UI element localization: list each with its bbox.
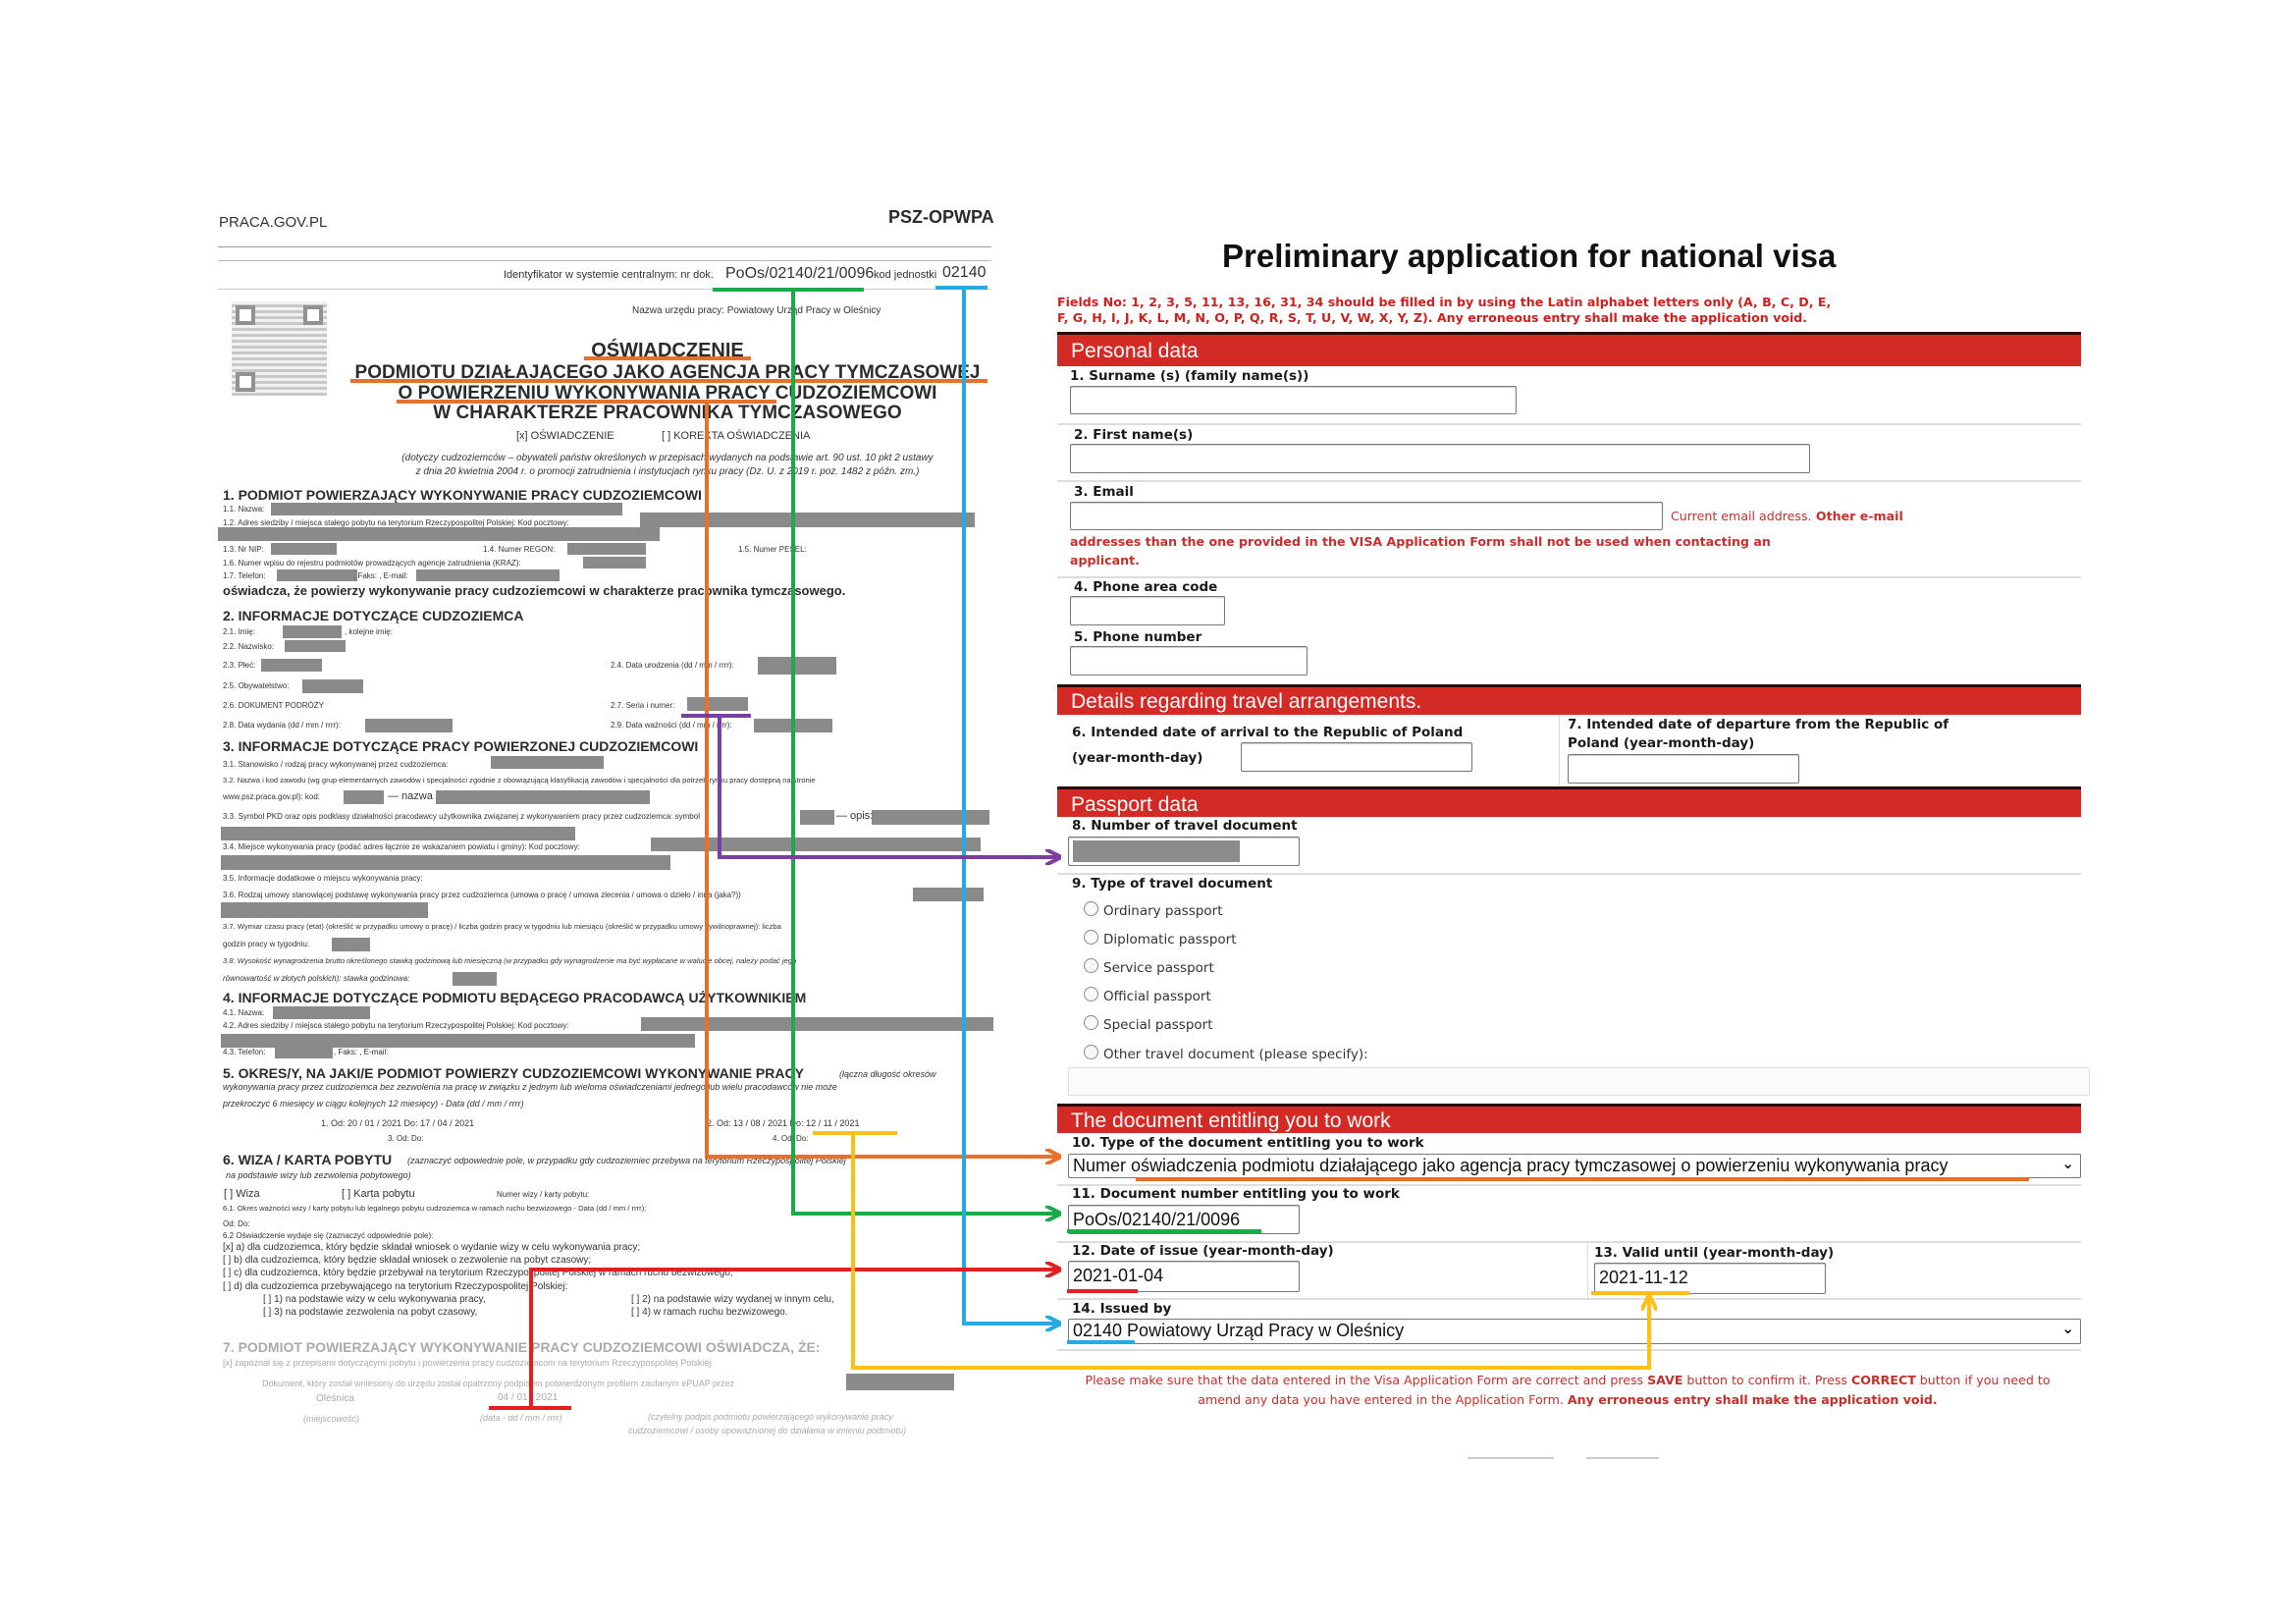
redaction-box	[277, 569, 357, 581]
footer-text: Please make sure that the data entered in the Visa Application Form are correct and press	[1085, 1373, 1648, 1387]
document-line: 1.7. Telefon:	[223, 571, 266, 581]
document-line: 2.5. Obywatelstwo:	[223, 681, 290, 691]
first-name-label: 2. First name(s)	[1074, 427, 1194, 443]
issued-by-value: 02140 Powiatowy Urząd Pracy w Oleśnicy	[1073, 1321, 1405, 1340]
declaration-title: O POWIERZENIU WYKONYWANIA PRACY CUDZOZIEMCOWI	[398, 382, 937, 404]
arrow-issued-by	[964, 288, 1058, 1324]
radio-label: Ordinary passport	[1103, 903, 1223, 919]
redaction-box	[754, 719, 832, 732]
document-line: 6.1. Okres ważności wizy / karty pobytu lub legalnego pobytu cudzoziemca w ramach ruchu bezwizowego - Data (dd / mm / rrrr):	[223, 1204, 647, 1214]
document-line: równowartość w złotych polskich): stawka godzinowa:	[223, 974, 410, 984]
radio-special-passport[interactable]	[1084, 1015, 1098, 1030]
document-line: [ ] 1) na podstawie wizy w celu wykonywania pracy,	[263, 1294, 486, 1305]
document-line: 4. Od: Do:	[773, 1134, 809, 1144]
other-travel-doc-input[interactable]	[1068, 1067, 2090, 1096]
radio-label: Other travel document (please specify):	[1103, 1047, 1368, 1062]
document-line: 1.4. Numer REGON:	[483, 545, 556, 555]
phone-number-label: 5. Phone number	[1074, 629, 1202, 645]
latin-note-line: Fields No: 1, 2, 3, 5, 11, 13, 16, 31, 34 should be filled in by using the Latin alphabet letters only (A, B, C, D, E,	[1057, 295, 1832, 309]
redaction-box	[365, 719, 453, 732]
redaction-box	[416, 569, 560, 581]
document-line: — opis:	[836, 810, 874, 823]
document-line: (łączna długość okresów	[839, 1068, 936, 1079]
redaction-box	[641, 1017, 993, 1031]
document-line: cudzoziemcowi / osoby upoważnionej do działania w imieniu podmiotu)	[628, 1425, 907, 1435]
email-note-text: Current email address.	[1671, 509, 1812, 523]
departure-label: 7. Intended date of departure from the Republic of	[1568, 717, 1949, 732]
redaction-box	[913, 888, 984, 901]
document-line: [ ] 4) w ramach ruchu bezwizowego.	[631, 1307, 788, 1318]
redaction-box	[218, 527, 660, 541]
redaction-box	[221, 855, 670, 870]
declaration-title: PODMIOTU DZIAŁAJĄCEGO JAKO AGENCJA PRACY TYMCZASOWEJ	[354, 361, 981, 383]
phone-number-input[interactable]	[1070, 646, 1308, 676]
unit-code: 02140	[942, 264, 987, 282]
travel-doc-number-label: 8. Number of travel document	[1072, 818, 1298, 834]
unit-label: kod jednostki	[874, 269, 937, 282]
document-line: [x] a) dla cudzoziemca, który będzie składał wniosek o wydanie wizy w celu wykonywania pracy;	[223, 1242, 641, 1253]
page-title: Preliminary application for national visa	[1222, 238, 1837, 274]
correct-button[interactable]	[1586, 1455, 1659, 1459]
redaction-box	[567, 543, 646, 555]
document-line: , kolejne imię:	[345, 627, 393, 637]
work-doc-number-input[interactable]: PoOs/02140/21/0096	[1068, 1205, 1300, 1234]
document-line: 1.3. Nr NIP:	[223, 545, 264, 555]
departure-date-input[interactable]	[1568, 754, 1799, 784]
work-doc-type-select[interactable]	[1068, 1154, 2081, 1178]
document-line: [ ] c) dla cudzoziemca, który będzie przebywał na terytorium Rzeczypospolitej Polskiej w ramach ruchu bezwizowego;	[223, 1268, 733, 1278]
redaction-box	[221, 827, 575, 840]
surname-input[interactable]	[1070, 386, 1517, 414]
footer-bold: Any erroneous entry shall	[1567, 1391, 1748, 1407]
document-line: 6. WIZA / KARTA POBYTU	[223, 1151, 393, 1167]
qr-code	[232, 301, 327, 396]
section-work-document: The document entitling you to work	[1057, 1104, 2081, 1133]
redaction-box	[344, 790, 384, 804]
document-line: 2.6. DOKUMENT PODRÓŻY	[223, 701, 324, 711]
phone-area-input[interactable]	[1070, 596, 1225, 625]
document-line: — nazwa	[388, 790, 433, 803]
document-line: 2.2. Nazwisko:	[223, 642, 275, 652]
email-note	[1671, 509, 1903, 523]
document-line: 4.2. Adres siedziby / miejsca stałego pobytu na terytorium Rzeczypospolitej Polskiej: Kod pocztowy:	[223, 1021, 569, 1031]
confirmation-note	[1062, 1371, 2073, 1409]
document-line: 4. INFORMACJE DOTYCZĄCE PODMIOTU BĘDĄCEGO PRACODAWCĄ UŻYTKOWNIKIEM	[223, 989, 807, 1005]
document-line: 3.1. Stanowisko / rodzaj pracy wykonywanej przez cudzoziemca:	[223, 760, 449, 770]
document-number: PoOs/02140/21/0096	[725, 265, 875, 283]
redaction-box	[846, 1374, 954, 1390]
document-line: 1.6. Numer wpisu do rejestru podmiotów prowadzących agencje zatrudnienia (KRAZ):	[223, 559, 521, 568]
declaration-title: OŚWIADCZENIE	[591, 340, 744, 361]
document-line: [ ] d) dla cudzoziemca przebywającego na terytorium Rzeczypospolitej Polskiej:	[223, 1281, 568, 1292]
radio-label: Diplomatic passport	[1103, 932, 1237, 947]
surname-label: 1. Surname (s) (family name(s))	[1070, 368, 1309, 384]
document-line: 2.9. Data ważności (dd / mm / rrrr):	[611, 721, 732, 730]
work-doc-number-label: 11. Document number entitling you to work	[1072, 1186, 1400, 1202]
document-line: 1.2. Adres siedziby / miejsca stałego pobytu na terytorium Rzeczypospolitej Polskiej: Kod pocztowy:	[223, 518, 569, 528]
redaction-box	[302, 679, 363, 693]
redaction-box	[261, 659, 322, 672]
radio-other-travel-document-please-specify[interactable]	[1084, 1045, 1098, 1059]
redaction-box	[651, 838, 981, 851]
header-rule	[218, 246, 991, 247]
document-line: 1.1. Nazwa:	[223, 505, 265, 514]
document-line: Dokument, który został wniesiony do urzędu został opatrzony podpisem potwierdzonym profilem zaufanym ePUAP przez	[262, 1378, 735, 1388]
issue-date-input[interactable]: 2021-01-04	[1068, 1261, 1300, 1292]
footer-bold: make the application void.	[1751, 1391, 1938, 1407]
phone-area-label: 4. Phone area code	[1074, 579, 1218, 595]
document-line: www.psz.praca.gov.pl): kod:	[223, 792, 321, 802]
document-line: [ ] b) dla cudzoziemca, który będzie składał wniosek o zezwolenie na pobyt czasowy;	[223, 1255, 592, 1266]
legal-note: (dotyczy cudzoziemców – obywateli państw określonych w przepisach wydanych na podstawie art. 90 ust. 10 pkt 2 ustawy	[401, 453, 934, 463]
arrival-label: 6. Intended date of arrival to the Republic of Poland	[1072, 725, 1464, 740]
document-line: (czytelny podpis podmiotu powierzającego wykonywanie pracy	[648, 1411, 893, 1422]
document-line: 4.1. Nazwa:	[223, 1008, 265, 1018]
document-line: (miejscowość)	[303, 1413, 360, 1424]
document-line: 2. Od: 13 / 08 / 2021 Do: 12 / 11 / 2021	[707, 1117, 860, 1128]
document-line: Numer wizy / karty pobytu:	[497, 1190, 590, 1200]
first-name-input[interactable]	[1070, 444, 1810, 473]
document-line: , Faks: , E-mail:	[353, 571, 408, 581]
document-line: przekroczyć 6 miesięcy w ciągu kolejnych 12 miesięcy) - Data (dd / mm / rrrr)	[223, 1098, 524, 1109]
redaction-box	[800, 810, 834, 825]
issued-by-label: 14. Issued by	[1072, 1301, 1172, 1317]
radio-official-passport[interactable]	[1084, 987, 1098, 1001]
redaction-box	[271, 543, 337, 555]
travel-doc-type-label: 9. Type of travel document	[1072, 876, 1273, 892]
footer-text: button to confirm it. Press	[1682, 1373, 1847, 1387]
section-personal-data: Personal data	[1057, 332, 2081, 366]
document-line: (data - dd / mm / rrrr)	[480, 1412, 562, 1423]
document-line: [ ] Wiza	[224, 1188, 260, 1201]
document-line: wykonywania pracy przez cudzoziemca bez zezwolenia na pracę w związku z jednym lub wieloma oświadczeniami jednego lub wielu pracodawców nie może	[223, 1081, 837, 1092]
document-line: 3.6. Rodzaj umowy stanowiącej podstawę wykonywania pracy przez cudzoziemca (umowa o pracę / umowa zlecenia / umowa o dzieło / inna (jaka?))	[223, 891, 741, 900]
declaration-checkbox: [x] OŚWIADCZENIE	[516, 430, 614, 443]
document-line: godzin pracy w tygodniu:	[223, 940, 310, 949]
declaration-title: W CHARAKTERZE PRACOWNIKA TYMCZASOWEGO	[433, 402, 902, 423]
document-line: [ ] 3) na podstawie zezwolenia na pobyt czasowy,	[263, 1307, 478, 1318]
issue-date-label: 12. Date of issue (year-month-day)	[1072, 1243, 1334, 1259]
redaction-box	[872, 810, 989, 825]
document-line: [ ] 2) na podstawie wizy wydanej w innym celu,	[631, 1294, 834, 1305]
redaction-box	[436, 790, 650, 804]
document-line: 1. Od: 20 / 01 / 2021 Do: 17 / 04 / 2021	[321, 1117, 475, 1128]
redaction-box	[283, 625, 342, 638]
document-line: , Faks: , E-mail:	[334, 1048, 389, 1057]
header-site: PRACA.GOV.PL	[219, 214, 328, 231]
document-line: 1. PODMIOT POWIERZAJĄCY WYKONYWANIE PRACY CUDZOZIEMCOWI	[223, 486, 702, 503]
radio-label: Official passport	[1103, 989, 1211, 1004]
document-line: 3.5. Informacje dodatkowe o miejscu wykonywania pracy:	[223, 874, 423, 884]
document-line: 04 / 01 / 2021	[498, 1392, 559, 1403]
document-line: 6.2 Oświadczenie wydaje się (zaznaczyć odpowiednie pole):	[223, 1231, 434, 1241]
document-line: 3.8. Wysokość wynagrodzenia brutto określonego stawką godzinową lub miesięczną (w przypadku gdy wynagrodzenie ma być wypłacane w walucie obcej, należy podać jego	[223, 956, 797, 966]
redaction-box	[453, 972, 497, 986]
email-input[interactable]	[1070, 502, 1663, 530]
document-line: 1.5. Numer PESEL:	[738, 545, 807, 555]
legal-note: z dnia 20 kwietnia 2004 r. o promocji zatrudnienia i instytucjach rynku pracy (Dz. U. z 2019 r. poz. 1482 z późn. zm.)	[415, 466, 920, 477]
latin-letters-note	[1057, 295, 2068, 326]
arrival-label-format: (year-month-day)	[1072, 750, 1203, 766]
document-line: oświadcza, że powierzy wykonywanie pracy cudzoziemcowi w charakterze pracownika tymczasowego.	[223, 583, 846, 599]
document-line: 5. OKRES/Y, NA JAKI/E PODMIOT POWIERZY CUDZOZIEMCOWI WYKONYWANIE PRACY	[223, 1064, 804, 1081]
email-note-line3: applicant.	[1070, 553, 1140, 568]
document-line: [ ] Karta pobytu	[342, 1188, 415, 1201]
document-line: (zaznaczyć odpowiednie pole, w przypadku gdy cudzoziemiec przebywa na terytorium Rzeczypospolitej Polskiej	[407, 1155, 846, 1165]
section-travel-arrangements: Details regarding travel arrangements.	[1057, 684, 2081, 715]
redaction-box	[221, 1034, 695, 1048]
document-line: 3.7. Wymiar czasu pracy (etat) (określić w przypadku umowy o pracę) / liczba godzin pracy w tygodniu lub miesiącu (określić w przypadku umowy cywilnoprawnej): liczba	[223, 922, 781, 932]
document-line: 2. INFORMACJE DOTYCZĄCE CUDZOZIEMCA	[223, 607, 524, 623]
email-label: 3. Email	[1074, 484, 1134, 500]
document-line: 3.2. Nazwa i kod zawodu (wg grup elementarnych zawodów i specjalności zgodnie z obowiązującą klasyfikacją zawodów i specjalności dla potrzeb rynku pracy dostępną na stronie	[223, 776, 816, 785]
radio-service-passport[interactable]	[1084, 958, 1098, 973]
document-line: 3. INFORMACJE DOTYCZĄCE PRACY POWIERZONEJ CUDZOZIEMCOWI	[223, 737, 699, 754]
chevron-down-icon: ⌄	[2061, 1320, 2074, 1337]
radio-label: Service passport	[1103, 960, 1214, 976]
document-line: 2.1. Imię:	[223, 627, 255, 637]
email-note-bold: Other e-mail	[1811, 509, 1903, 523]
section-passport-data: Passport data	[1057, 786, 2081, 817]
radio-ordinary-passport[interactable]	[1084, 901, 1098, 916]
footer-text: button if you need to amend any data you have entered in the Application Form.	[1198, 1373, 2051, 1407]
redaction-box	[640, 513, 975, 527]
document-line: 3.3. Symbol PKD oraz opis podklasy działalności pracodawcy użytkownika związanej z wykonywaniem pracy przez cudzoziemca: symbol	[223, 812, 700, 822]
email-note-line2: addresses than the one provided in the VISA Application Form shall not be used when contacting an	[1070, 534, 1771, 549]
arrow-travel-doc-number	[720, 716, 1058, 857]
document-line: [x] zapoznał się z przepisami dotyczącymi pobytu i powierzenia pracy cudzoziemcom na terytorium Rzeczypospolitej Polskiej	[223, 1357, 712, 1368]
radio-label: Special passport	[1103, 1017, 1213, 1033]
identifier-label: Identyfikator w systemie centralnym: nr dok.	[504, 269, 714, 282]
document-line: 2.3. Płeć:	[223, 661, 256, 671]
document-line: Oleśnica	[316, 1393, 354, 1404]
redaction-box	[275, 1047, 333, 1058]
document-line: 3. Od: Do:	[388, 1134, 424, 1144]
redaction-box	[285, 640, 346, 652]
departure-label-format: Poland (year-month-day)	[1568, 735, 1755, 751]
document-line: 7. PODMIOT POWIERZAJĄCY WYKONYWANIE PRACY CUDZOZIEMCOWI OŚWIADCZA, ŻE:	[223, 1338, 821, 1355]
redaction-box	[221, 902, 428, 918]
redaction-box	[332, 938, 370, 951]
redaction-box	[583, 557, 646, 568]
valid-until-label: 13. Valid until (year-month-day)	[1594, 1245, 1835, 1261]
document-line: 4.3. Telefon:	[223, 1048, 266, 1057]
document-line: 2.4. Data urodzenia (dd / mm / rrrr):	[611, 661, 734, 671]
latin-note-line: F, G, H, I, J, K, L, M, N, O, P, Q, R, S, T, U, V, W, X, Y, Z). Any erroneous entry shall make the application void.	[1057, 310, 1808, 325]
correct-keyword: CORRECT	[1851, 1373, 1916, 1387]
document-line: na podstawie wizy lub zezwolenia pobytowego)	[226, 1169, 411, 1180]
arrival-date-input[interactable]	[1241, 742, 1472, 772]
work-doc-type-value: Numer oświadczenia podmiotu działającego jako agencja pracy tymczasowej o powierzeniu wykonywania pracy	[1073, 1156, 1949, 1175]
document-line: 2.8. Data wydania (dd / mm / rrrr):	[223, 721, 342, 730]
redaction-box	[758, 657, 836, 675]
form-code: PSZ-OPWPA	[888, 207, 994, 228]
document-line: 2.7. Seria i numer:	[611, 701, 675, 711]
correction-checkbox: [ ] KOREKTA OŚWIADCZENIA	[662, 430, 811, 443]
save-keyword: SAVE	[1647, 1373, 1683, 1387]
redaction-box	[271, 503, 622, 515]
save-button[interactable]	[1468, 1455, 1554, 1459]
valid-until-input[interactable]: 2021-11-12	[1594, 1263, 1826, 1294]
redaction-box	[273, 1006, 370, 1019]
issued-by-select[interactable]	[1068, 1319, 2081, 1344]
radio-diplomatic-passport[interactable]	[1084, 930, 1098, 945]
chevron-down-icon: ⌄	[2057, 1155, 2074, 1172]
document-line: Od: Do:	[223, 1219, 250, 1229]
redaction-box	[687, 697, 748, 711]
office-name: Nazwa urzędu pracy: Powiatowy Urząd Pracy w Oleśnicy	[632, 305, 881, 316]
document-line: 3.4. Miejsce wykonywania pracy (podać adres łącznie ze wskazaniem powiatu i gminy): Kod pocztowy:	[223, 842, 580, 852]
redacted-value	[1073, 840, 1240, 862]
redaction-box	[491, 756, 604, 769]
work-doc-type-label: 10. Type of the document entitling you to work	[1072, 1135, 1424, 1151]
